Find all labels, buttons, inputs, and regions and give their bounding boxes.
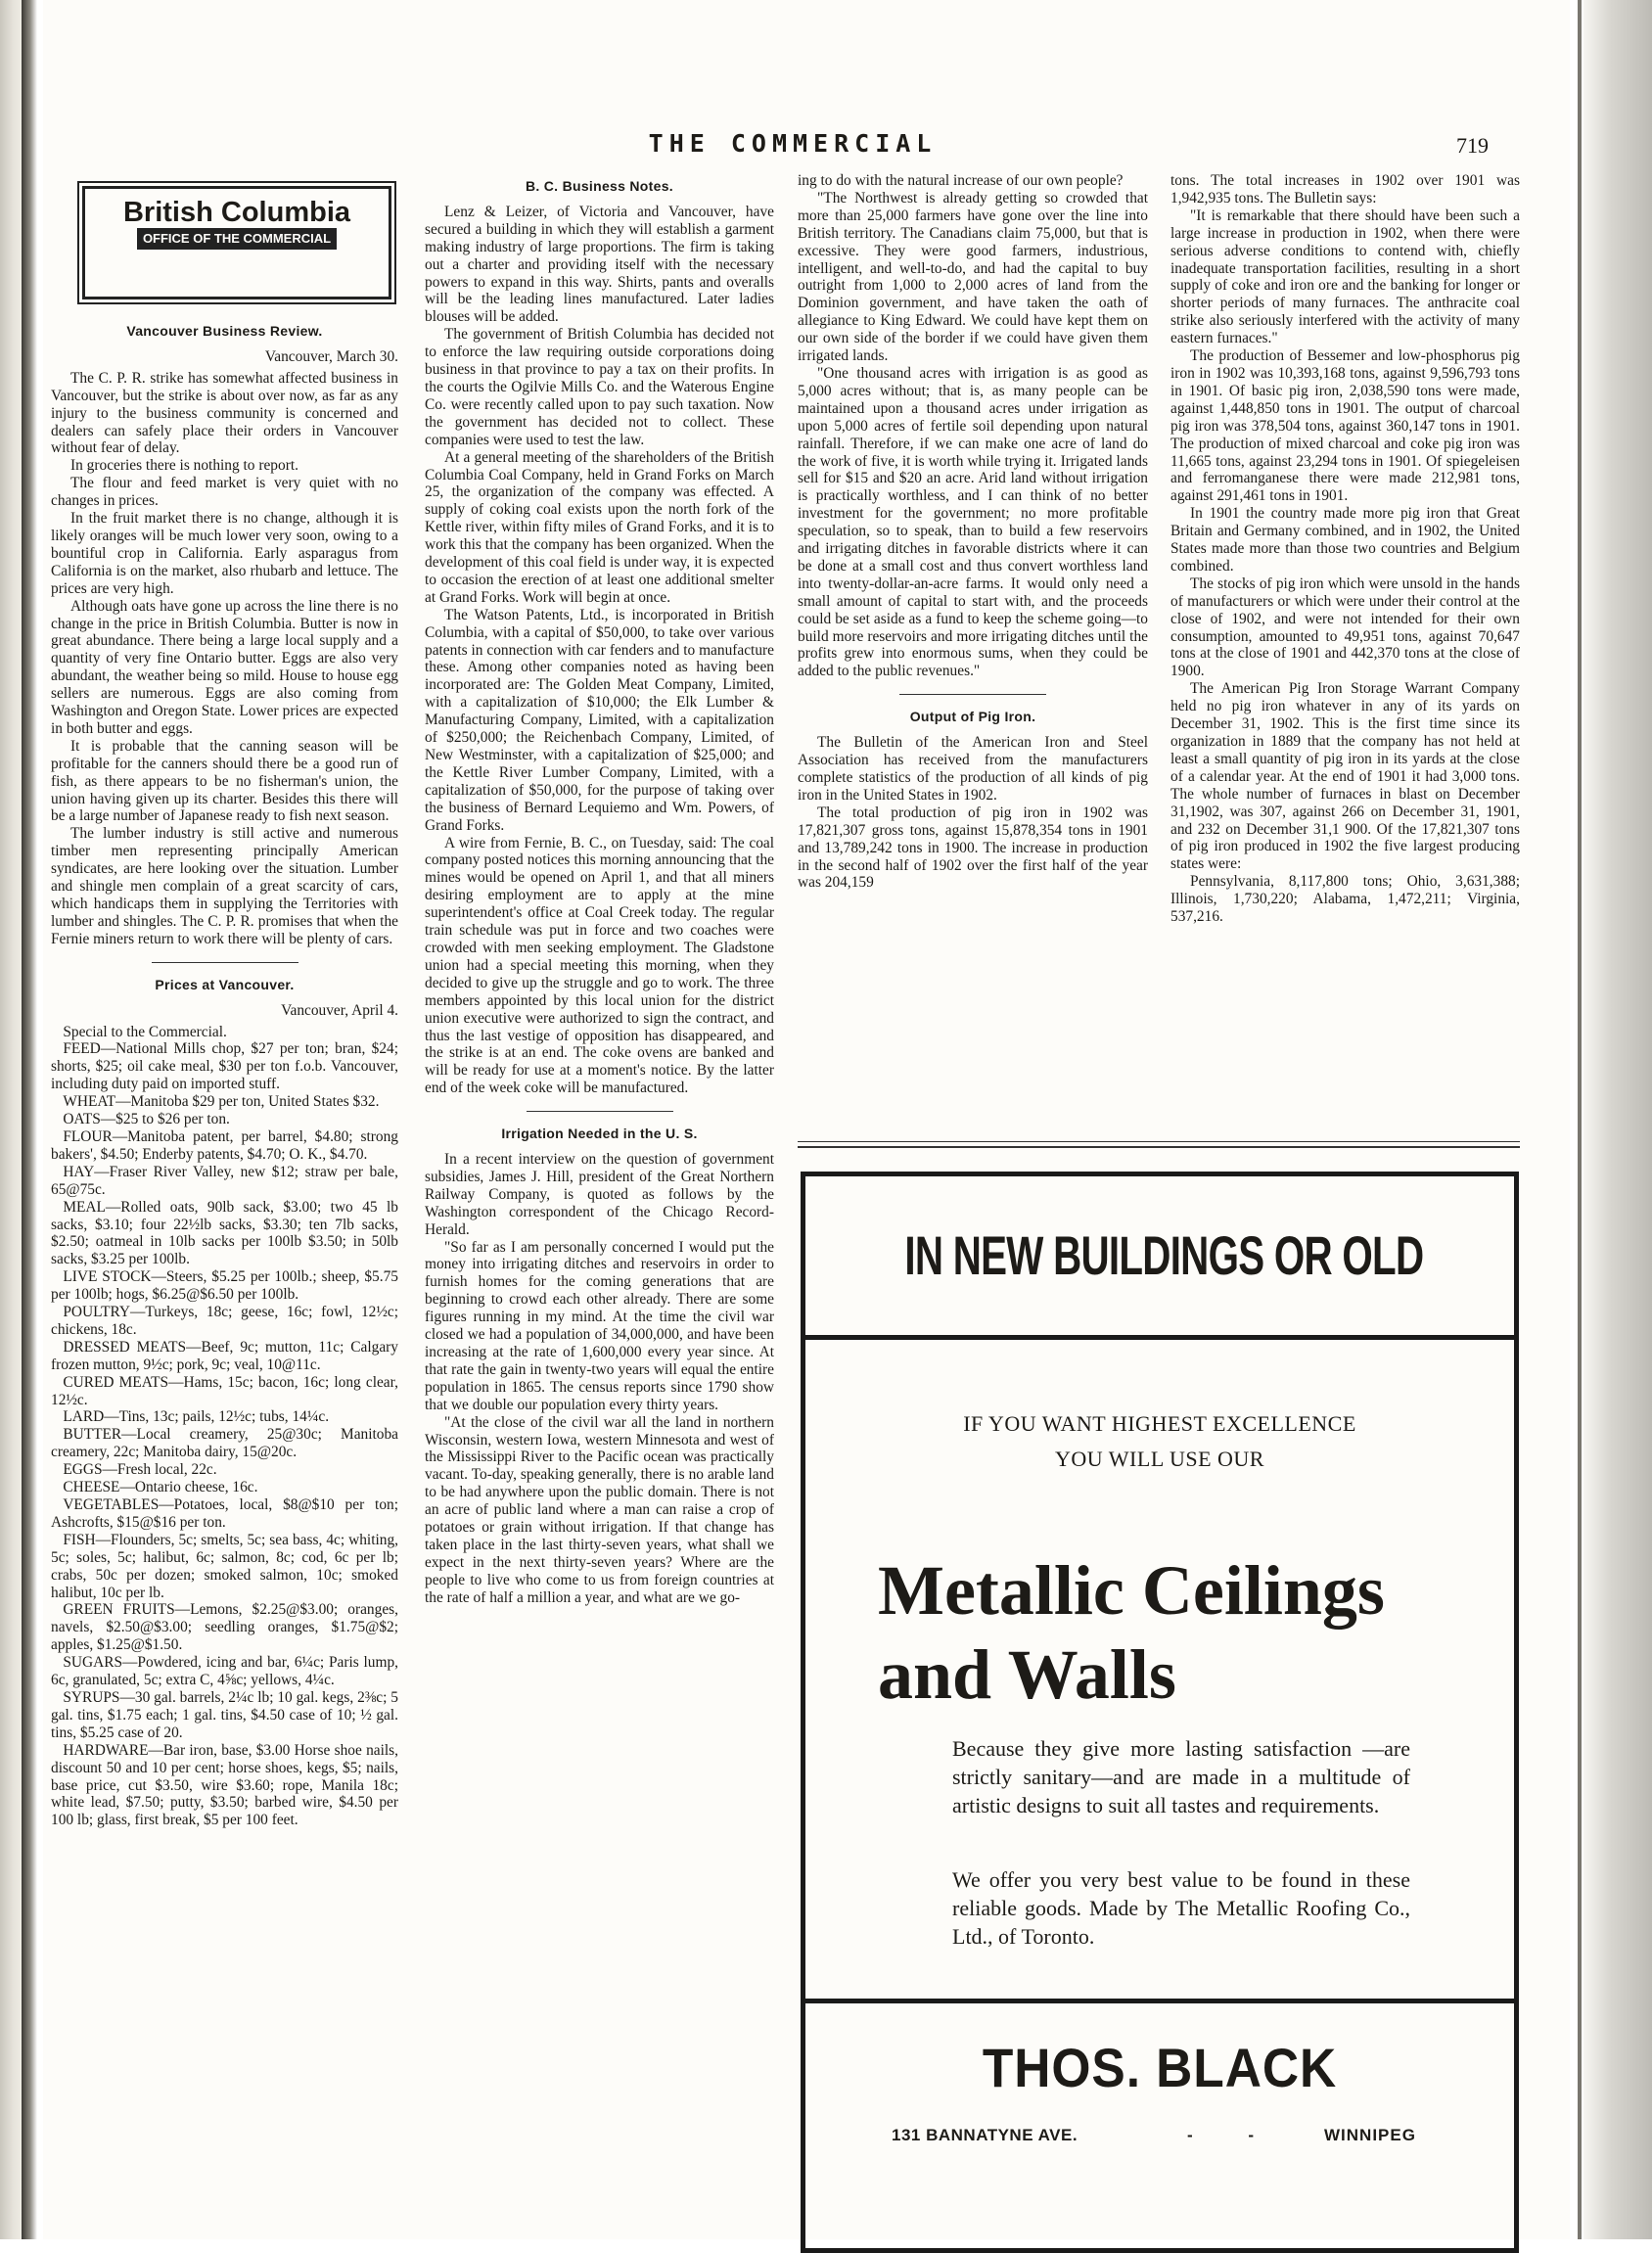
advertisement-separator	[798, 1141, 1520, 1148]
paragraph: Lenz & Leizer, of Victoria and Vancouver, have secured a building in which they will establish a garment making industry of large proportions. The firm is taking out a charter and providing itself with the necessary powers to expand in this way. Shirts, pants and overalls will be the leading lines manufactured. Later ladies blouses will be added.	[425, 203, 774, 326]
article-heading-vancouver-review: Vancouver Business Review.	[126, 323, 323, 339]
paragraph: In 1901 the country made more pig iron that Great Britain and Germany combined, and in 1902, the United States made more than those two countries and Belgium combined.	[1170, 505, 1520, 575]
paragraph: "At the close of the civil war all the land in northern Wisconsin, western Iowa, western Minnesota and west of the Mississippi River to the Pacific ocean was practically vacant. To-day, speaking generally, there is no arable land to be had anywhere upon the public domain. There is not an acre of public land where a man can raise a crop of potatoes or grain without irrigation. If that change has taken place in the last thirty-seven years, what shall we expect in the next thirty-seven years? Where are the people to live who come to us from foreign countries at the rate of half a million a year, and what are we go-	[425, 1413, 774, 1606]
page-number: 719	[1456, 133, 1489, 158]
paragraph: The Bulletin of the American Iron and Steel Association has received from the manufacturers complete statistics of the production of all kinds of pig iron in the United States in 1902.	[798, 734, 1148, 804]
price-item: HARDWARE—Bar iron, base, $3.00 Horse shoe nails, discount 50 and 10 per cent; horse shoes, kegs, $5; nails, base price, cut $3.50, wire $3.60; rope, Manila 18c; white lead, $7.50; putty, $3.50; barbed wire, $4.50 per 100 lb; glass, first break, $5 per 100 feet.	[51, 1741, 398, 1829]
paragraph: The total production of pig iron in 1902 was 17,821,307 gross tons, against 15,878,354 tons in 1901 and 13,789,242 tons in 1900. The increase in production in the second half of 1902 over the first half of the year was 204,159	[798, 804, 1148, 892]
paragraph: The flour and feed market is very quiet with no changes in prices.	[51, 475, 398, 510]
dateline: Vancouver, April 4.	[281, 1001, 398, 1019]
paragraph: The C. P. R. strike has somewhat affected business in Vancouver, but the strike is about over now, as far as any injury to the business community is concerned and dealers can safely place their orders in Vancouver without fear of delay.	[51, 369, 398, 457]
article-heading-irrigation: Irrigation Needed in the U. S.	[501, 1126, 698, 1142]
paragraph: "It is remarkable that there should have been such a large increase in production in 1902, when there were serious adverse conditions to contend with, chiefly inadequate transportation facilities, resulting in a short supply of coke and iron ore and the banking for longer or shorter periods of many furnaces. The anthracite coal strike also seriously interfered with the activity of many eastern furnaces."	[1170, 207, 1520, 347]
price-item: HAY—Fraser River Valley, new $12; straw per bale, 65@75c.	[51, 1163, 398, 1198]
column-1	[51, 172, 398, 1829]
running-title: THE COMMERCIAL	[648, 129, 938, 158]
price-item: EGGS—Fresh local, 22c.	[63, 1461, 217, 1479]
ad-rule	[805, 1999, 1514, 2003]
ad-address-street: 131 BANNATYNE AVE.	[892, 2126, 1078, 2144]
price-item: WHEAT—Manitoba $29 per ton, United States $32.	[63, 1093, 380, 1111]
price-item: CURED MEATS—Hams, 15c; bacon, 16c; long clear, 12½c.	[51, 1373, 398, 1408]
price-item: LARD—Tins, 13c; pails, 12½c; tubs, 14¼c.	[63, 1408, 330, 1426]
price-item: VEGETABLES—Potatoes, local, $8@$10 per ton; Ashcrofts, $15@$16 per ton.	[51, 1496, 398, 1531]
ad-address	[805, 2126, 1514, 2155]
metallic-ceilings-advertisement	[801, 1172, 1519, 2253]
dateline: Vancouver, March 30.	[264, 347, 398, 365]
paragraph: The lumber industry is still active and numerous timber men representing principally American syndicates, are here looking over the situation. Lumber and shingle men complain of a great scarcity of cars, which handicaps them in supplying the Territories with lumber and shingles. The C. P. R. promises that when the Fernie miners return to work there will be plenty of cars.	[51, 825, 398, 947]
price-item: GREEN FRUITS—Lemons, $2.25@$3.00; oranges, navels, $2.50@$3.00; seedling oranges, $1.75@$2; apples, $1.25@$1.50.	[51, 1601, 398, 1654]
column-2	[425, 172, 774, 1607]
ad-tagline-1: IF YOU WANT HIGHEST EXCELLENCE	[963, 1411, 1356, 1436]
price-item: FLOUR—Manitoba patent, per barrel, $4.80; strong bakers', $4.50; Enderby patents, $4.70; O. K., $4.70.	[51, 1127, 398, 1163]
british-columbia-box	[82, 186, 391, 299]
article-heading-prices: Prices at Vancouver.	[155, 976, 295, 992]
ad-body-2: We offer you very best value to be found in these reliable goods. Made by The Metallic Roofing Co., Ltd., of Toronto.	[952, 1867, 1410, 1949]
section-divider	[152, 962, 298, 963]
paragraph: The Watson Patents, Ltd., is incorporated in British Columbia, with a capital of $50,000, to take over various patents in connection with car fenders and to manufacture these. Among other companies noted as having been incorporated are: The Golden Meat Company, Limited, with a capitalization of $10,000; the Elk Lumber & Manufacturing Company, Limited, with a capitalization of $250,000; the Reichenbach Company, Limited, of New Westminster, with a capitalization of $25,000; and the Kettle River Lumber Company, Limited, with a capitalization of $50,000, for the purpose of taking over the business of Bernard Lequiemo and Wm. Powers, of Grand Forks.	[425, 606, 774, 834]
scan-gutter-shadow	[22, 0, 37, 2239]
ad-address-city: WINNIPEG	[1324, 2126, 1416, 2144]
paragraph: In groceries there is nothing to report.	[70, 457, 298, 475]
price-item: DRESSED MEATS—Beef, 9c; mutton, 11c; Calgary frozen mutton, 9½c; pork, 9c; veal, 10@11c.	[51, 1338, 398, 1373]
ad-tagline-2: YOU WILL USE OUR	[1055, 1447, 1264, 1471]
section-divider	[527, 1111, 673, 1112]
article-heading-pig-iron: Output of Pig Iron.	[909, 709, 1036, 725]
price-item: BUTTER—Local creamery, 25@30c; Manitoba creamery, 22c; Manitoba dairy, 15@20c.	[51, 1426, 398, 1461]
section-divider	[899, 694, 1046, 695]
paragraph: "The Northwest is already getting so crowded that more than 25,000 farmers have gone over the line into British territory. The Canadians claim 75,000, but that is excessive. They were good farmers, industrious, intelligent, and well-to-do, and had the capital to buy outright from 1,000 to 2,000 acres of land from the Dominion government, and have taken the oath of allegiance to King Edward. We could have kept them on our own side of the border if we could have given them irrigated lands.	[798, 189, 1148, 365]
ad-product-line-1: Metallic Ceilings	[878, 1551, 1385, 1630]
paragraph: tons. The total increases in 1902 over 1901 was 1,942,935 tons. The Bulletin says:	[1170, 172, 1520, 207]
ad-rule	[805, 1335, 1514, 1340]
paragraph: The American Pig Iron Storage Warrant Company held no pig iron whatever in any of its yards on December 31, 1902. This is the first time since its organization in 1889 that the company has not held at least a small quantity of pig iron in its yards at the close of a calendar year. At the end of 1901 it had 3,000 tons. The whole number of furnaces in blast on December 31,1902, was 307, against 266 on December 31, 1901, and 232 on December 31,1 900. Of the 17,821,307 tons of pig iron produced in 1902 the five largest producing states were:	[1170, 680, 1520, 873]
paragraph: In a recent interview on the question of government subsidies, James J. Hill, president of the Great Northern Railway Company, is quoted as follows by the Washington correspondent of the Chicago Record-Herald.	[425, 1151, 774, 1238]
column-3	[798, 172, 1148, 892]
ad-product-line-2: and Walls	[878, 1635, 1176, 1714]
price-item: CHEESE—Ontario cheese, 16c.	[63, 1479, 258, 1496]
paragraph: A wire from Fernie, B. C., on Tuesday, said: The coal company posted notices this morning announcing that the mines would be opened on April 1, and that all miners desiring employment are to apply at the mine superintendent's office at Coal Creek today. The regular train schedule was put in force and two coaches were crowded with men seeking employment. The Gladstone union had a special meeting this morning, when they decided to give up the struggle and go to work. The three members appointed by this local union for the district union executive were authorized to sign the contract, and thus the last vestige of opposition has disappeared, and the strike is at an end. The coke ovens are banked and will be ready for use at a moment's notice. By the latter end of the week coke will be manufactured.	[425, 834, 774, 1097]
price-item: SUGARS—Powdered, icing and bar, 6¼c; Paris lump, 6c, granulated, 5c; extra C, 4⅝c; yellows, 4¼c.	[51, 1654, 398, 1689]
paragraph: The government of British Columbia has decided not to enforce the law requiring outside corporations doing business in that province to pay a tax on their profits. In the courts the Ogilvie Mills Co. and the Waterous Engine Co. were recently called upon to pay such taxation. Now the government has decided not to collect. These companies were used to test the law.	[425, 326, 774, 448]
paragraph: The stocks of pig iron which were unsold in the hands of manufacturers or which were under their control at the close of 1902, and were not intended for their own consumption, amounted to 49,951 tons, against 70,647 tons at the close of 1901 and 442,370 tons at the close of 1900.	[1170, 575, 1520, 680]
scan-left-strip	[0, 0, 22, 2239]
paragraph: Pennsylvania, 8,117,800 tons; Ohio, 3,631,388; Illinois, 1,730,220; Alabama, 1,472,211; Virginia, 537,216.	[1170, 873, 1520, 926]
ad-body-1: Because they give more lasting satisfaction —are strictly sanitary—and are made in a multitude of artistic designs to suit all tastes and requirements.	[952, 1736, 1410, 1817]
price-item: OATS—$25 to $26 per ton.	[63, 1111, 230, 1128]
paragraph: "So far as I am personally concerned I would put the money into irrigating ditches and reservoirs in order to furnish homes for the coming generations that are beginning to crowd each other already. There are some figures running in my mind. At the time the civil war closed we had a population of 34,000,000, and have been increasing at the rate of 1,600,000 every year since. At that rate the gain in twenty-two years will equal the entire population in 1865. The census reports since 1790 show that we double our population every thirty years.	[425, 1238, 774, 1413]
ad-address-dash: - -	[1187, 2126, 1280, 2144]
price-item: LIVE STOCK—Steers, $5.25 per 100lb.; sheep, $5.75 per 100lb; hogs, $6.25@$6.50 per 100lb.	[51, 1268, 398, 1304]
price-intro: Special to the Commercial.	[63, 1023, 227, 1040]
scan-right-edge	[1583, 0, 1652, 2239]
price-list	[51, 1024, 398, 1830]
article-heading-bc-notes: B. C. Business Notes.	[525, 178, 673, 194]
price-item: POULTRY—Turkeys, 18c; geese, 16c; fowl, 12½c; chickens, 18c.	[51, 1304, 398, 1338]
ad-headline: IN NEW BUILDINGS OR OLD	[904, 1224, 1424, 1286]
page-right-border	[1578, 0, 1582, 2239]
bc-box-title: British Columbia	[122, 197, 350, 228]
ad-firm-name: THOS. BLACK	[982, 2037, 1338, 2098]
price-item: FISH—Flounders, 5c; smelts, 5c; sea bass, 4c; whiting, 5c; soles, 5c; halibut, 6c; salmon, 8c; cod, 6c per lb; crabs, 50c per dozen; smoked salmon, 10c; smoked halibut, 10c per lb.	[51, 1531, 398, 1601]
paragraph: "One thousand acres with irrigation is as good as 5,000 acres without; that is, as many people can be maintained upon a thousand acres under irrigation as upon 5,000 acres of fertile soil depending upon natural rainfall. Therefore, if we can make one acre of land do the work of five, it is worth while trying it. Irrigated lands sell for $15 and $20 an acre. Arid land without irrigation is practically worthless, and I can think of no better investment for the government; no more profitable speculation, so to speak, than to build a few reservoirs and irrigating ditches in favorable districts where it can be done at a small cost and thus convert worthless land into twenty-dollar-an-acre farms. It would only need a small amount of capital to start with, and the proceeds could be set aside as a fund to keep the scheme going—to build more reservoirs and more irrigating ditches until the profits grew into enormous sums, when they could be added to the public revenues."	[798, 364, 1148, 680]
paragraph: At a general meeting of the shareholders of the British Columbia Coal Company, held in Grand Forks on March 25, the organization of the company was effected. A supply of coking coal exists upon the north fork of the Kettle river, within fifty miles of Grand Forks, and it is to work this that the company has been organized. When the development of this coal field is under way, it is expected to occasion the erection of at least one additional smelter at Grand Forks. Work will begin at once.	[425, 448, 774, 606]
paragraph: Although oats have gone up across the line there is no change in the price in British Columbia. Butter is now in great abundance. There being a large local supply and a quantity of very fine Ontario butter. Eggs are also very abundant, the weather being so mild. House to house egg sellers are numerous. Eggs are also coming from Washington and Oregon State. Lower prices are expected in both butter and eggs.	[51, 597, 398, 737]
price-item: MEAL—Rolled oats, 90lb sack, $3.00; two 45 lb sacks, $3.10; four 22½lb sacks, $3.30; ten 7lb sacks, $2.50; oatmeal in 10lb sacks per 100lb $3.50; in 50lb sacks, $3.25 per 100lb.	[51, 1198, 398, 1268]
paragraph: It is probable that the canning season will be profitable for the canners should there be a good run of fish, as there appears to be no fisherman's union, the union having given up its charter. Besides this there will be a large number of Japanese ready to fish next season.	[51, 737, 398, 825]
column-4	[1170, 172, 1520, 926]
price-item: SYRUPS—30 gal. barrels, 2¼c lb; 10 gal. kegs, 2⅜c; 5 gal. tins, $1.75 each; 1 gal. tins, $4.50 case of 10; ½ gal. tins, $5.25 case of 20.	[51, 1688, 398, 1741]
bc-box-subtitle: OFFICE OF THE COMMERCIAL	[137, 228, 337, 250]
paragraph: In the fruit market there is no change, although it is likely oranges will be much lower very soon, owing to a bountiful crop in California. Early asparagus from California is on the market, also rhubarb and lettuce. The prices are very high.	[51, 510, 398, 597]
paragraph: The production of Bessemer and low-phosphorus pig iron in 1902 was 10,393,168 tons, against 9,596,793 tons in 1901. Of basic pig iron, 2,038,590 tons were made, against 1,448,850 tons in 1901. The output of charcoal pig iron was 378,504 tons, against 360,147 tons in 1901. The production of mixed charcoal and coke pig iron was 11,665 tons, against 23,294 tons in 1901. Of spiegeleisen and ferromanganese there were made 212,981 tons, against 291,461 tons in 1901.	[1170, 347, 1520, 505]
price-item: FEED—National Mills chop, $27 per ton; bran, $24; shorts, $25; oil cake meal, $30 per ton f.o.b. Vancouver, including duty paid on imported stuff.	[51, 1040, 398, 1093]
paragraph: ing to do with the natural increase of our own people?	[798, 172, 1124, 189]
